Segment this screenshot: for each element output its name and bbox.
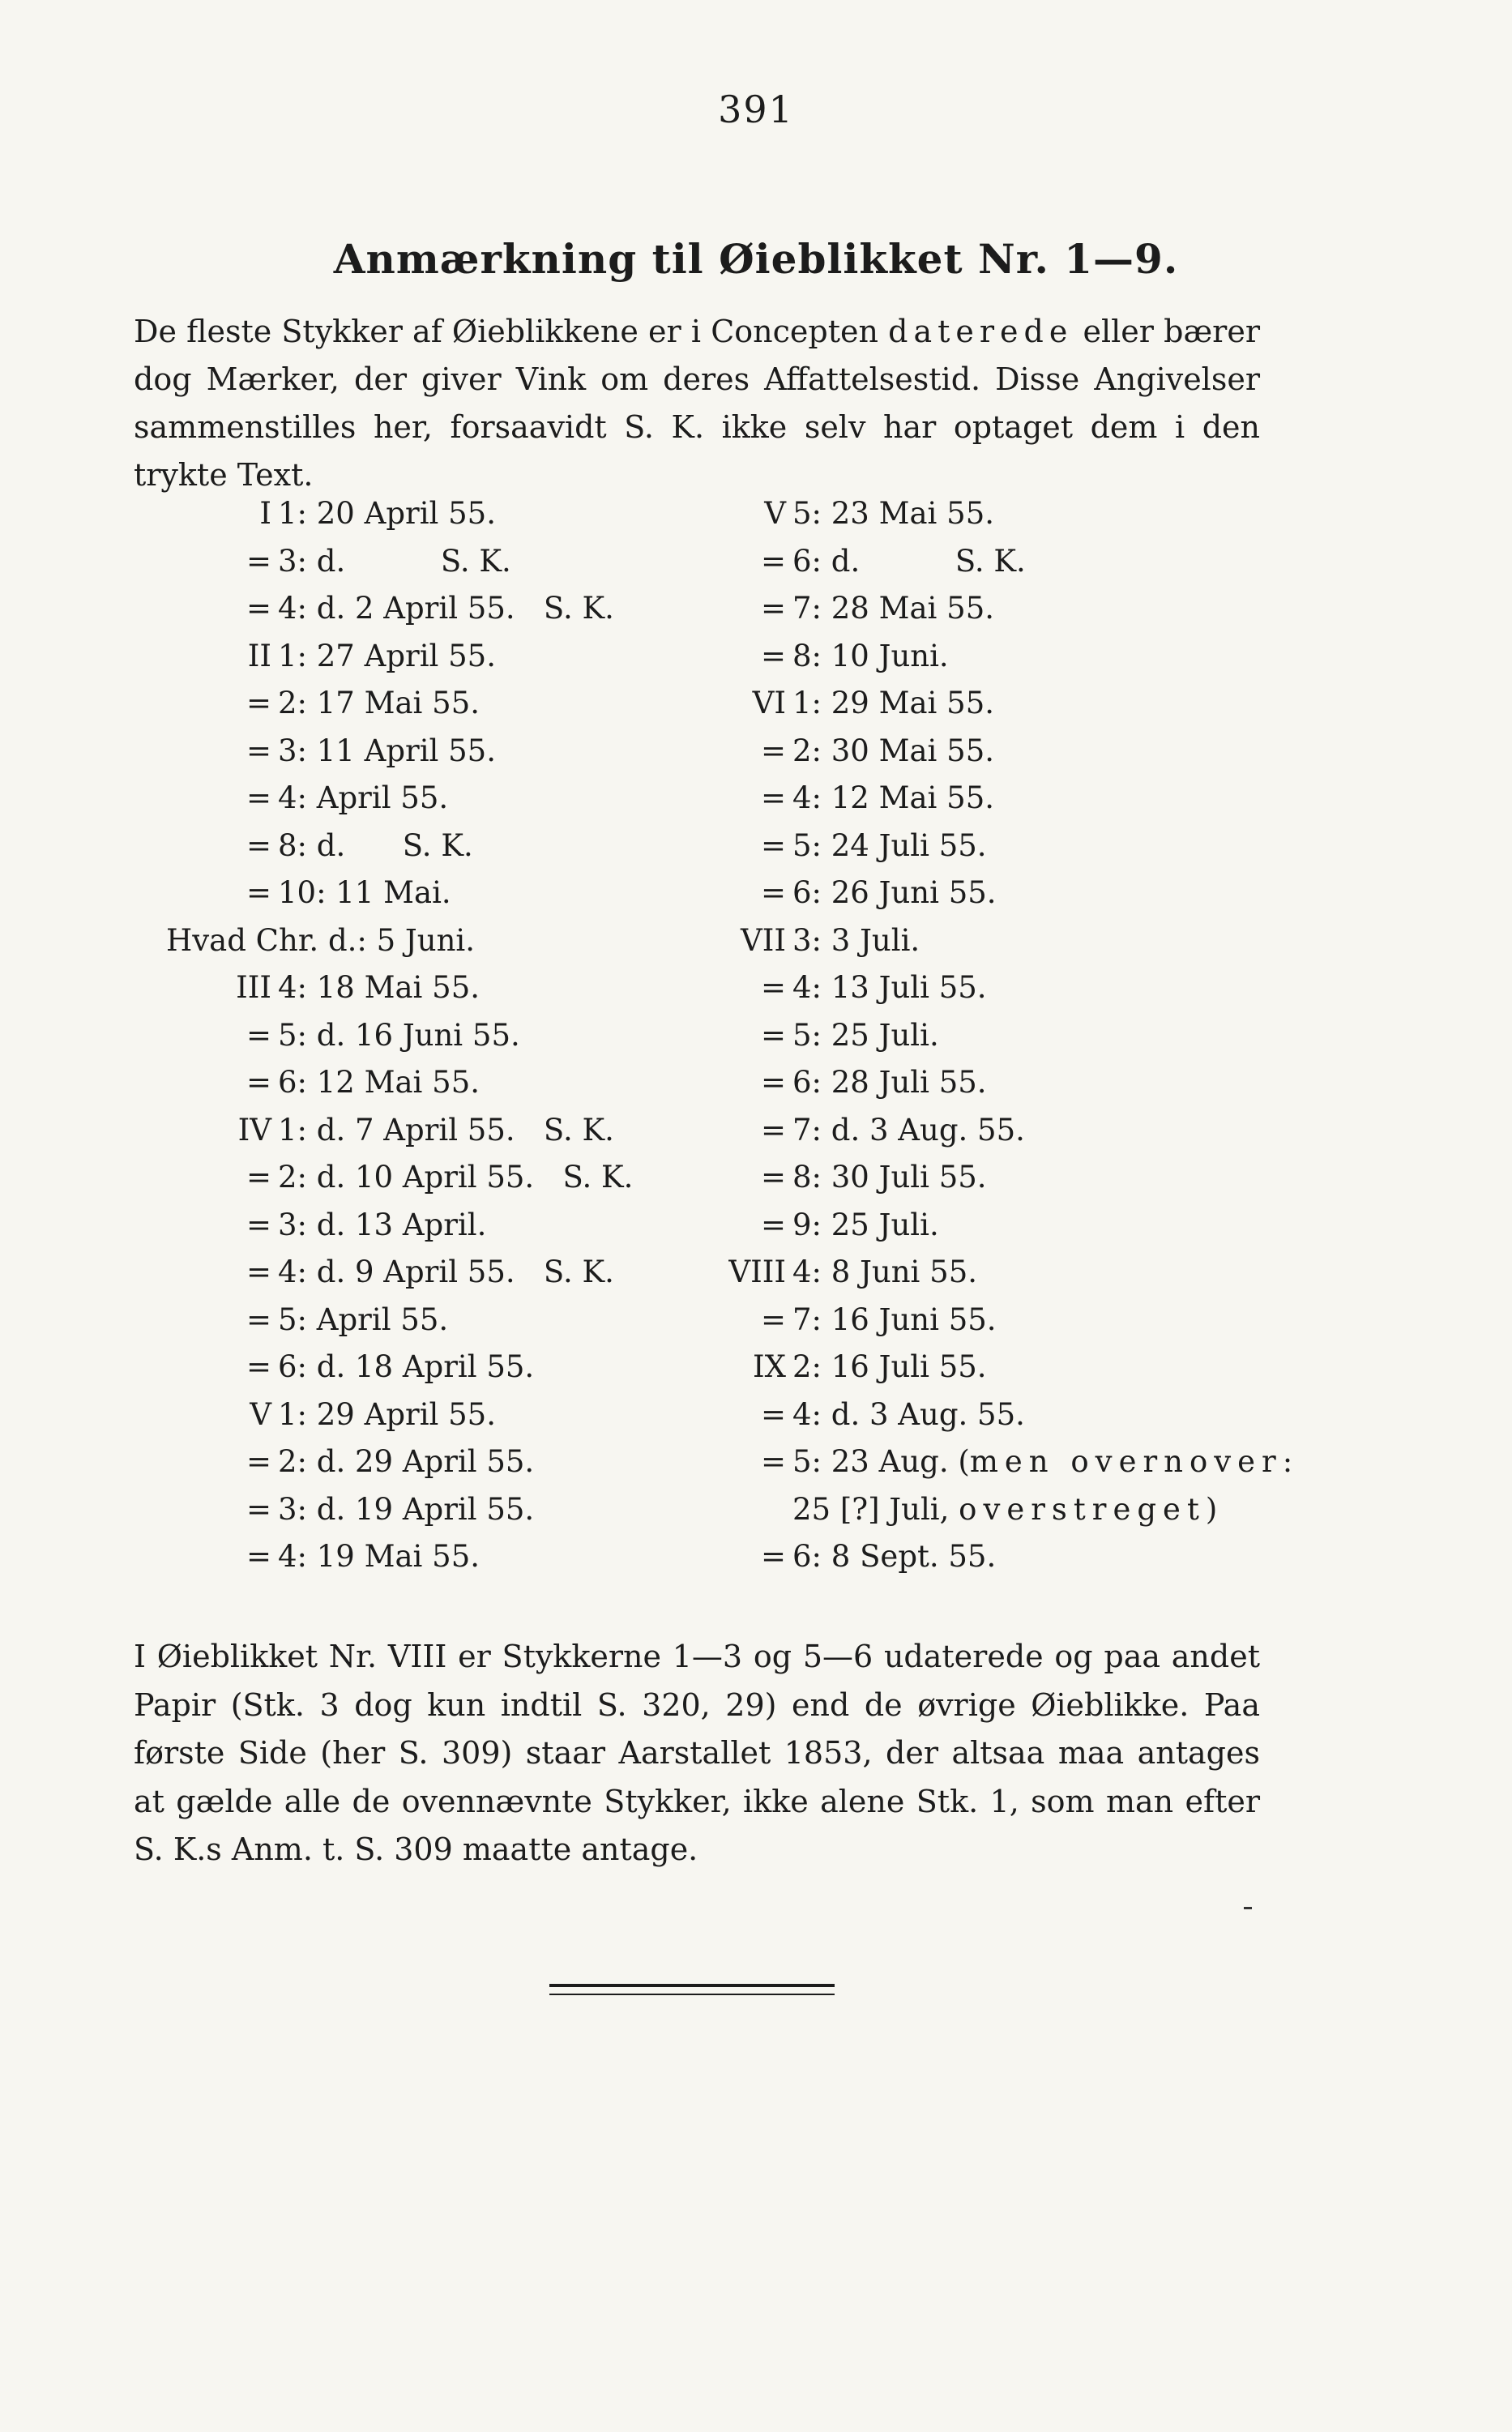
list-item: [681, 1533, 1299, 1581]
list-item: [166, 1438, 633, 1486]
date-entry: [786, 1438, 1299, 1486]
list-item: [166, 1249, 633, 1297]
list-item: [166, 1486, 633, 1534]
date-entry: 4: 13 Juli 55.: [792, 970, 987, 1005]
ditto-mark: =: [760, 1444, 786, 1479]
list-item: [166, 1533, 633, 1581]
date-entry: 3: d. S. K.: [278, 543, 511, 579]
date-entry: 2: 16 Juli 55.: [792, 1349, 987, 1384]
list-item: [166, 490, 633, 538]
date-entry: 2: 17 Mai 55.: [278, 686, 480, 720]
list-item: [681, 917, 1299, 965]
section-label: Hvad Chr. d.: 5 Juni.: [166, 922, 476, 958]
list-item: [166, 680, 633, 728]
list-item: [681, 964, 1299, 1012]
ditto-mark: =: [760, 827, 786, 863]
ditto-mark: =: [760, 780, 786, 815]
list-item: [681, 633, 1299, 681]
list-item: [166, 1059, 633, 1107]
list-item: [681, 1012, 1299, 1060]
ditto-mark: =: [246, 1491, 271, 1527]
section-label: III: [236, 970, 271, 1005]
intro-spaced-word: daterede: [888, 314, 1074, 349]
ditto-mark: =: [760, 970, 786, 1005]
list-item: [166, 585, 633, 633]
ditto-mark: =: [760, 1017, 786, 1053]
ditto-mark: =: [246, 1539, 271, 1574]
date-entry: 2: d. 10 April 55. S. K.: [278, 1160, 634, 1195]
date-entry: 3: d. 19 April 55.: [278, 1491, 535, 1527]
list-item: [166, 728, 633, 776]
dates-left-column: [166, 490, 633, 1581]
intro-paragraph: [134, 308, 1260, 499]
list-item: [681, 1391, 1299, 1439]
date-entry: 1: 27 April 55.: [278, 638, 496, 673]
ditto-mark: =: [760, 1112, 786, 1148]
date-entry: 4: d. 3 Aug. 55.: [792, 1396, 1025, 1432]
date-entry: 7: 28 Mai 55.: [792, 591, 994, 626]
list-item: [681, 1107, 1299, 1155]
list-item: [681, 1344, 1299, 1391]
date-entry: 5: d. 16 Juni 55.: [278, 1017, 520, 1053]
date-entry: 8: 30 Juli 55.: [792, 1160, 987, 1195]
list-item: [166, 823, 633, 870]
ditto-mark: =: [760, 638, 786, 673]
list-item: [681, 1297, 1299, 1344]
ditto-mark: =: [760, 591, 786, 626]
date-entry: 3: 11 April 55.: [278, 733, 496, 768]
ditto-mark: =: [246, 686, 271, 720]
list-item: [166, 917, 633, 965]
date-entry: 6: 28 Juli 55.: [792, 1065, 987, 1100]
date-entry: 5: 25 Juli.: [792, 1017, 939, 1053]
date-entry: 3: 3 Juli.: [792, 922, 920, 958]
date-entry: 8: 10 Juni.: [792, 638, 949, 673]
list-item: [166, 1391, 633, 1439]
ditto-mark: =: [246, 1017, 271, 1053]
list-item: [681, 538, 1299, 586]
date-entry: 6: 26 Juni 55.: [792, 875, 997, 910]
spaced-note: overstreget: [959, 1491, 1206, 1527]
ditto-mark: =: [760, 1160, 786, 1195]
date-entry: 4: 19 Mai 55.: [278, 1539, 480, 1574]
section-label: IX: [753, 1349, 786, 1384]
list-item: [681, 1154, 1299, 1202]
date-entry: 3: d. 13 April.: [278, 1207, 487, 1242]
dates-right-column: [681, 490, 1299, 1581]
ditto-mark: =: [246, 875, 271, 910]
ditto-mark: =: [246, 1349, 271, 1384]
date-entry: 1: 20 April 55.: [278, 496, 496, 531]
list-item: [166, 1344, 633, 1391]
date-entry: 5: April 55.: [278, 1301, 449, 1337]
list-item: [681, 1438, 1299, 1486]
date-entry: 4: d. 9 April 55. S. K.: [278, 1254, 614, 1289]
date-entry: 4: d. 2 April 55. S. K.: [278, 591, 614, 626]
date-entry: 6: 8 Sept. 55.: [792, 1539, 997, 1574]
ditto-mark: =: [760, 1301, 786, 1337]
ditto-mark: =: [246, 1207, 271, 1242]
ditto-mark: =: [246, 543, 271, 579]
ditto-mark: =: [760, 733, 786, 768]
date-entry: 4: 8 Juni 55.: [792, 1254, 977, 1289]
ditto-mark: =: [246, 1160, 271, 1195]
closing-rule: [549, 1984, 835, 1987]
list-item: [166, 1154, 633, 1202]
date-entry: 10: 11 Mai.: [278, 875, 451, 910]
intro-text-1: De fleste Stykker af Øieblikkene er i Concepten: [134, 314, 889, 349]
section-label: IV: [237, 1112, 271, 1148]
ditto-mark: =: [760, 1396, 786, 1432]
ditto-mark: =: [246, 780, 271, 815]
date-entry: 2: d. 29 April 55.: [278, 1444, 535, 1479]
ditto-mark: =: [760, 1065, 786, 1100]
list-item: [681, 775, 1299, 823]
date-entry: 7: d. 3 Aug. 55.: [792, 1112, 1025, 1148]
stray-mark: [1244, 1907, 1252, 1909]
spaced-note: men overnover:: [969, 1444, 1300, 1479]
list-item: [166, 538, 633, 586]
list-item: [681, 680, 1299, 728]
date-entry: 6: d. S. K.: [792, 543, 1026, 579]
ditto-mark: =: [760, 875, 786, 910]
ditto-mark: =: [246, 827, 271, 863]
list-item: [166, 775, 633, 823]
list-item: [166, 1012, 633, 1060]
date-entry: 5: 23 Mai 55.: [792, 496, 994, 531]
date-entry: 5: 24 Juli 55.: [792, 827, 987, 863]
closing-rule-thin: [549, 1994, 835, 1995]
ditto-mark: =: [760, 1539, 786, 1574]
section-label: I: [259, 496, 271, 531]
list-item: [681, 1249, 1299, 1297]
section-label: V: [764, 496, 786, 531]
date-entry: 2: 30 Mai 55.: [792, 733, 994, 768]
ditto-mark: =: [246, 591, 271, 626]
section-label: VI: [752, 686, 786, 720]
list-item: [681, 1486, 1299, 1534]
list-item: [681, 870, 1299, 917]
section-label: VII: [741, 922, 786, 958]
date-entry: 1: 29 Mai 55.: [792, 686, 994, 720]
ditto-mark: =: [760, 543, 786, 579]
date-entry: 4: 12 Mai 55.: [792, 780, 994, 815]
date-entry: 6: d. 18 April 55.: [278, 1349, 535, 1384]
date-entry: 7: 16 Juni 55.: [792, 1301, 997, 1337]
date-entry: [786, 1486, 1217, 1534]
ditto-mark: =: [246, 1444, 271, 1479]
section-label: II: [247, 638, 271, 673]
date-text: 25 [?] Juli,: [792, 1491, 959, 1527]
list-item: [166, 1297, 633, 1344]
date-entry: 8: d. S. K.: [278, 827, 473, 863]
date-entry: 4: April 55.: [278, 780, 449, 815]
ditto-mark: =: [760, 1207, 786, 1242]
list-item: [166, 964, 633, 1012]
intro-text-2: eller bærer dog Mærker, der giver Vink om deres Affattelsestid. Disse Angivelser sammenstilles her, forsaavidt S. K. ikke selv har optaget dem i den trykte Text.: [134, 314, 1260, 493]
page-title: Anmærkning til Øieblikket Nr. 1—9.: [333, 235, 1179, 283]
list-item: [681, 490, 1299, 538]
list-item: [681, 1202, 1299, 1250]
page-number: 391: [718, 88, 794, 131]
list-item: [166, 1107, 633, 1155]
ditto-mark: =: [246, 1301, 271, 1337]
date-entry: 4: 18 Mai 55.: [278, 970, 480, 1005]
date-text: 5: 23 Aug. (: [792, 1444, 970, 1479]
list-item: [166, 1202, 633, 1250]
closing-paragraph: I Øieblikket Nr. VIII er Stykkerne 1—3 og 5—6 udaterede og paa andet Papir (Stk. 3 dog kun indtil S. 320, 29) end de øvrige Øieblikke. Paa første Side (her S. 309) staar Aarstallet 1853, der altsaa maa antages at gælde alle de ovennævnte Stykker, ikke alene Stk. 1, som man efter S. K.s Anm. t. S. 309 maatte antage.: [134, 1639, 1260, 1867]
closing-paren: ): [1205, 1491, 1218, 1527]
list-item: [681, 728, 1299, 776]
ditto-mark: =: [246, 733, 271, 768]
list-item: [681, 1059, 1299, 1107]
ditto-mark: =: [246, 1254, 271, 1289]
list-item: [681, 823, 1299, 870]
ditto-mark: =: [246, 1065, 271, 1100]
list-item: [166, 633, 633, 681]
date-entry: 6: 12 Mai 55.: [278, 1065, 480, 1100]
date-entry: 1: 29 April 55.: [278, 1396, 496, 1432]
date-entry: 9: 25 Juli.: [792, 1207, 939, 1242]
section-label: VIII: [728, 1254, 786, 1289]
section-label: V: [250, 1396, 271, 1432]
list-item: [166, 870, 633, 917]
list-item: [681, 585, 1299, 633]
date-entry: 1: d. 7 April 55. S. K.: [278, 1112, 614, 1148]
